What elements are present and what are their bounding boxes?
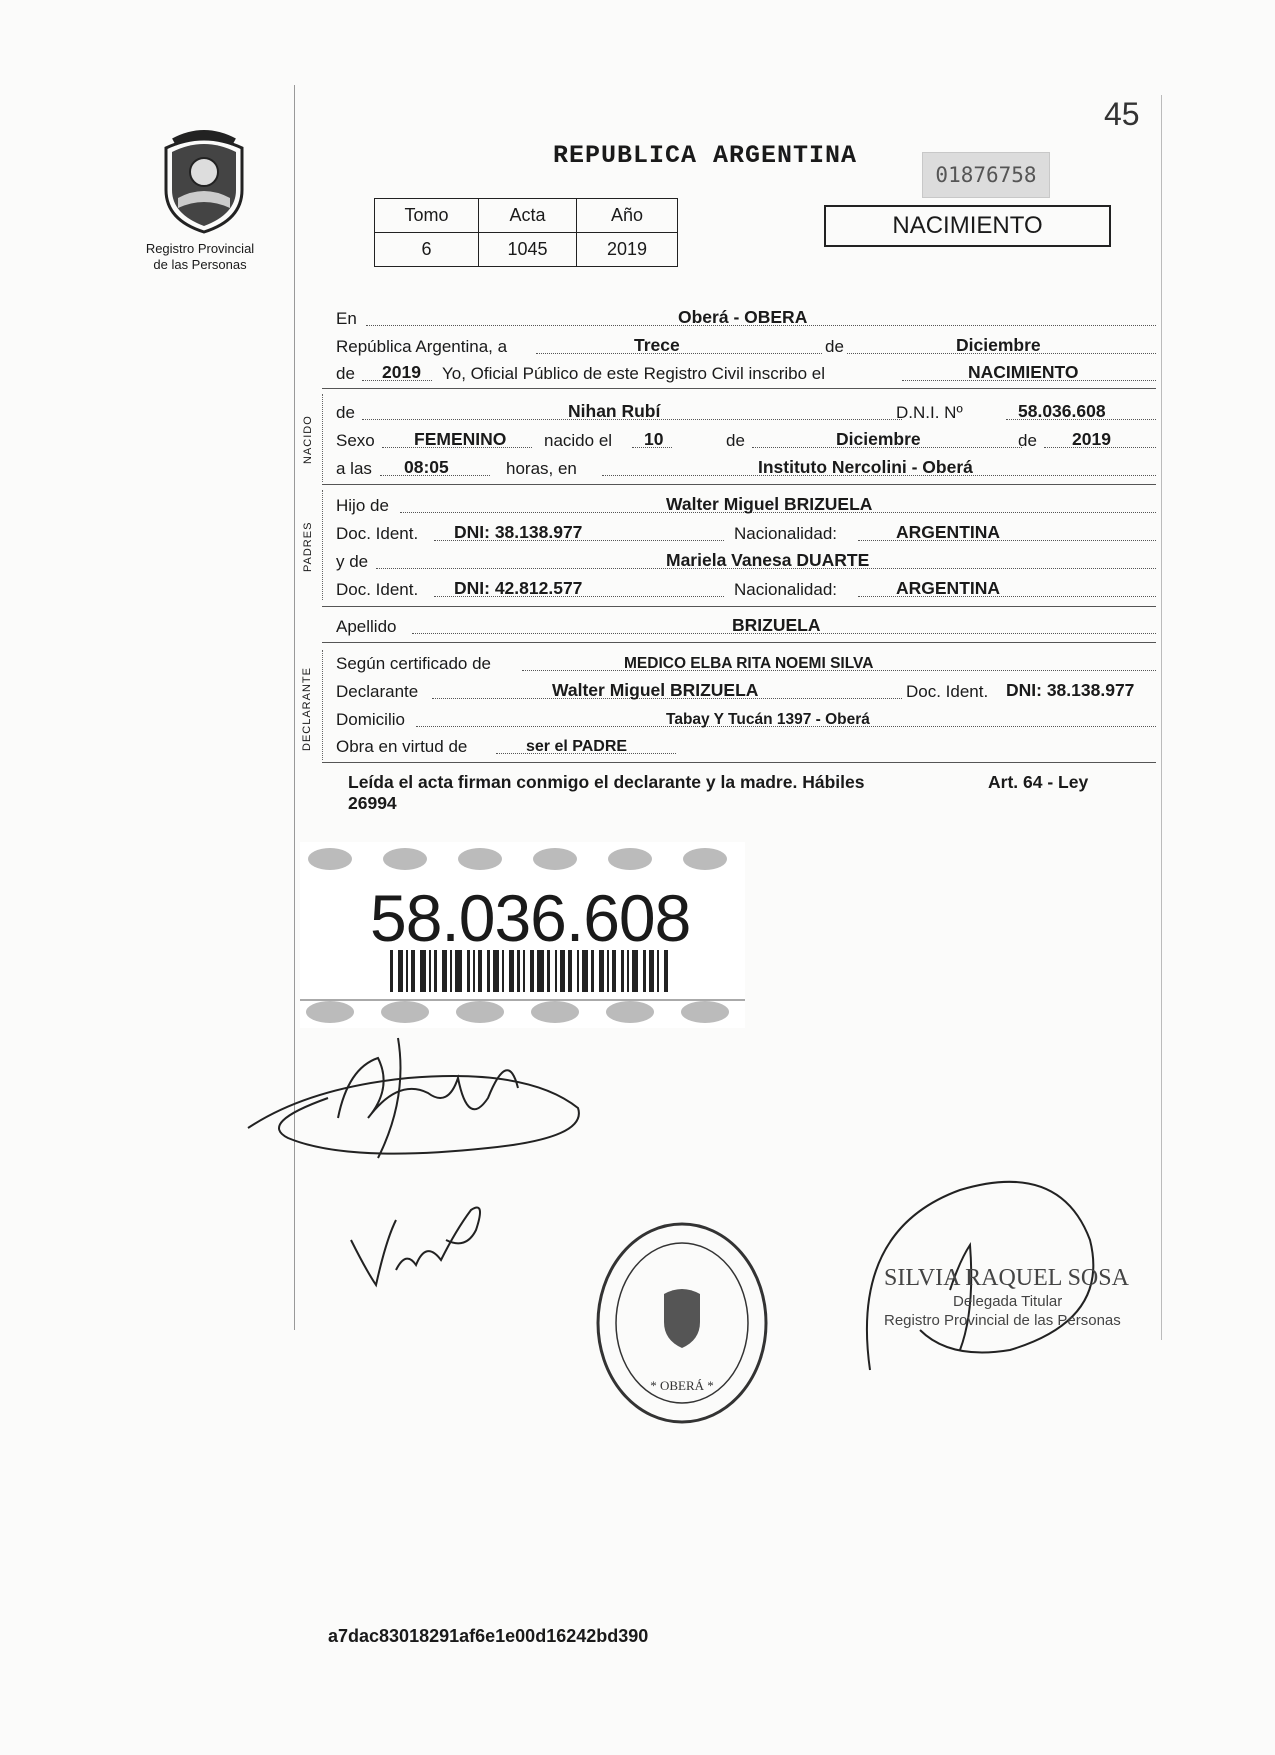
- label-doc-ident-decl: Doc. Ident.: [902, 682, 992, 702]
- divider: [322, 606, 1156, 607]
- capacity-value: ser el PADRE: [526, 738, 628, 755]
- mother-doc: DNI: 42.812.577: [454, 578, 583, 598]
- declarant-doc: DNI: 38.138.977: [1006, 680, 1135, 700]
- act-month: Diciembre: [956, 335, 1041, 355]
- page-number: 45: [1104, 96, 1140, 132]
- label-dni: D.N.I. Nº: [896, 403, 963, 422]
- table-value-ano: 2019: [577, 233, 678, 267]
- born-name: Nihan Rubí: [568, 401, 661, 421]
- label-de-byear: de: [1018, 431, 1037, 450]
- mother-signature-icon: [346, 1180, 496, 1290]
- official-role: Delegada Titular: [953, 1293, 1063, 1310]
- row-capacity: [336, 735, 1156, 757]
- country-title: REPUBLICA ARGENTINA: [553, 141, 858, 170]
- section-declarante: DECLARANTE: [301, 667, 313, 751]
- closing-statement: [348, 772, 1130, 814]
- record-table: [374, 198, 678, 267]
- divider: [322, 762, 1156, 763]
- act-year: 2019: [382, 362, 421, 382]
- label-oficial: Yo, Oficial Público de este Registro Civil inscribo el: [442, 364, 825, 383]
- official-name: SILVIA RAQUEL SOSA: [884, 1265, 1129, 1291]
- act-event: NACIMIENTO: [968, 362, 1079, 382]
- right-margin-line: [1161, 95, 1162, 1340]
- father-nationality: ARGENTINA: [896, 522, 1001, 542]
- born-month: Diciembre: [836, 429, 921, 449]
- born-place: Instituto Nercolini - Oberá: [758, 457, 973, 477]
- label-a-las: a las: [336, 459, 372, 478]
- label-nacido-el: nacido el: [544, 431, 613, 450]
- row-place: [336, 307, 1156, 329]
- row-surname: [336, 615, 1156, 637]
- table-value-tomo: 6: [375, 233, 479, 267]
- father-name: Walter Miguel BRIZUELA: [666, 494, 873, 514]
- label-republica: República Argentina, a: [336, 337, 508, 356]
- closing-article: Art. 64 - Ley: [988, 772, 1089, 792]
- row-father-name: [336, 494, 1156, 516]
- label-en: En: [336, 309, 357, 328]
- table-value-acta: 1045: [479, 233, 577, 267]
- divider: [322, 484, 1156, 485]
- label-de-month: de: [726, 431, 745, 450]
- row-mother-doc: [336, 578, 1156, 600]
- svg-text:* OBERÁ *: * OBERÁ *: [650, 1378, 714, 1393]
- registry-caption-line1: Registro Provincial: [145, 241, 255, 256]
- label-hijo-de: Hijo de: [336, 496, 389, 515]
- act-day: Trece: [634, 335, 680, 355]
- row-year: [336, 362, 1156, 384]
- mother-nationality: ARGENTINA: [896, 578, 1001, 598]
- serial-number: 01876758: [922, 152, 1050, 198]
- born-sex: FEMENINO: [414, 429, 507, 449]
- row-address: [336, 708, 1156, 730]
- row-born-name: [336, 401, 1156, 423]
- certificate-value: MEDICO ELBA RITA NOEMI SILVA: [624, 655, 874, 672]
- row-born-time: [336, 457, 1156, 479]
- closing-text: Leída el acta firman conmigo el declarante y la madre. Hábiles: [348, 772, 865, 792]
- document-type-box: NACIMIENTO: [824, 205, 1111, 247]
- label-doc-ident-mother: Doc. Ident.: [336, 580, 419, 599]
- label-horas-en: horas, en: [506, 459, 577, 478]
- label-nacionalidad-mother: Nacionalidad:: [734, 580, 838, 599]
- row-mother-name: [336, 550, 1156, 572]
- section-padres: PADRES: [302, 521, 314, 572]
- label-domicilio: Domicilio: [336, 710, 405, 729]
- label-de-name: de: [336, 403, 355, 422]
- row-declarant: [336, 680, 1156, 702]
- divider: [322, 388, 1156, 389]
- table-header-acta: Acta: [479, 199, 577, 233]
- registry-caption: [130, 241, 270, 273]
- document-hash: a7dac83018291af6e1e00d16242bd390: [328, 1626, 649, 1646]
- label-apellido: Apellido: [336, 617, 397, 636]
- address-value: Tabay Y Tucán 1397 - Oberá: [666, 711, 870, 728]
- label-sexo: Sexo: [336, 431, 375, 450]
- label-declarante: Declarante: [336, 682, 419, 701]
- label-segun-certificado: Según certificado de: [336, 654, 491, 673]
- father-doc: DNI: 38.138.977: [454, 522, 583, 542]
- table-header-ano: Año: [577, 199, 678, 233]
- divider: [322, 642, 1156, 643]
- misiones-crest-icon: [156, 128, 252, 234]
- born-year: 2019: [1072, 429, 1111, 449]
- closing-law: 26994: [348, 793, 397, 813]
- surname-value: BRIZUELA: [732, 615, 821, 635]
- born-time: 08:05: [404, 457, 449, 477]
- official-organization: Registro Provincial de las Personas: [884, 1312, 1121, 1329]
- registry-caption-line2: de las Personas: [153, 257, 247, 272]
- row-certificate: [336, 652, 1156, 674]
- born-dni: 58.036.608: [1018, 401, 1106, 421]
- label-doc-ident: Doc. Ident.: [336, 524, 419, 543]
- row-date: [336, 335, 1156, 357]
- born-day: 10: [644, 429, 664, 449]
- label-obra-en-virtud: Obra en virtud de: [336, 737, 468, 756]
- declarant-signature-icon: [228, 1018, 598, 1168]
- official-seal-icon: [592, 1218, 772, 1428]
- label-y-de: y de: [336, 552, 369, 571]
- row-father-doc: [336, 522, 1156, 544]
- row-born-sex: [336, 429, 1156, 451]
- mother-name: Mariela Vanesa DUARTE: [666, 550, 870, 570]
- label-nacionalidad: Nacionalidad:: [734, 524, 838, 543]
- section-nacido: NACIDO: [302, 415, 314, 464]
- label-de: de: [825, 337, 844, 356]
- dni-big-number: 58.036.608: [370, 881, 691, 955]
- declarant-name: Walter Miguel BRIZUELA: [552, 680, 759, 700]
- act-place: Oberá - OBERA: [678, 307, 808, 327]
- label-de-year: de: [336, 364, 355, 383]
- table-header-tomo: Tomo: [375, 199, 479, 233]
